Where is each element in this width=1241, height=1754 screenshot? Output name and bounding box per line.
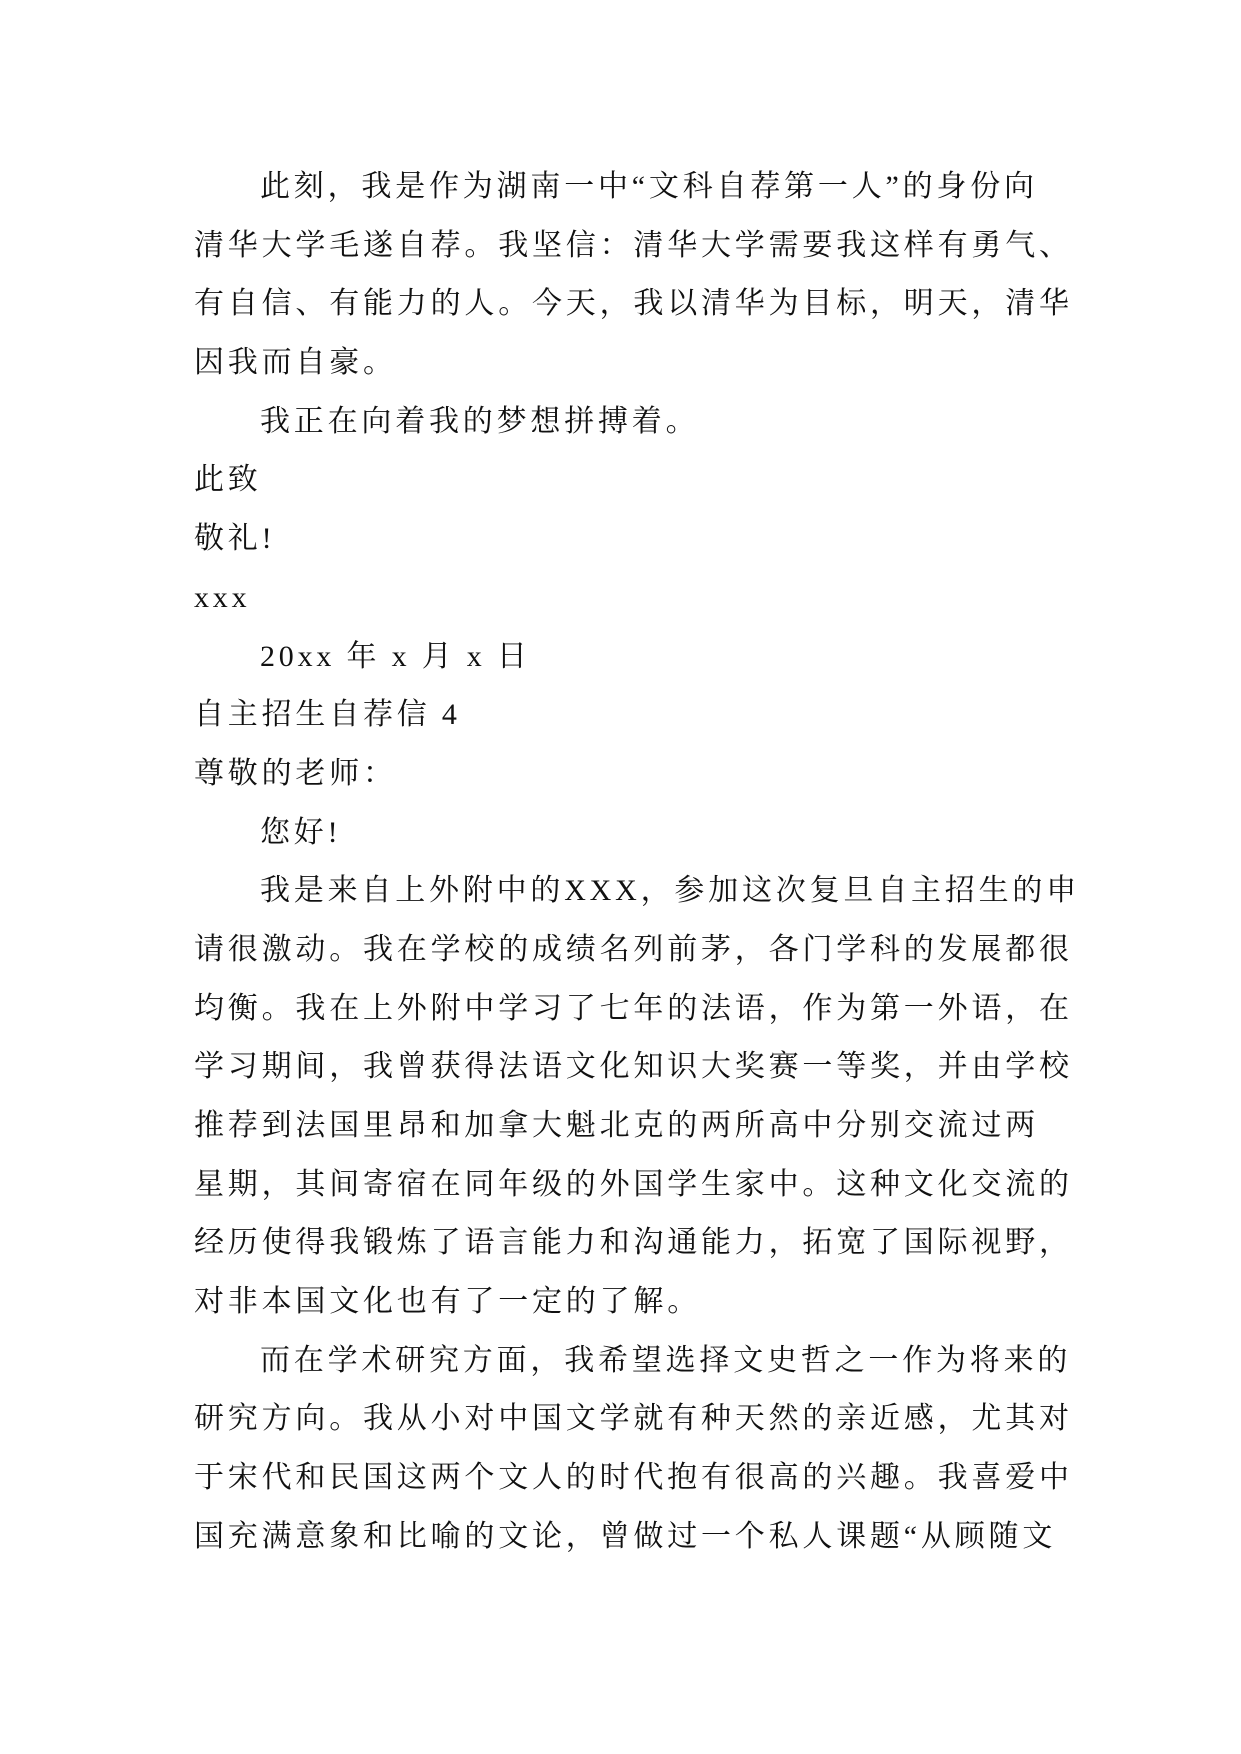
date-line: 20xx 年 x 月 x 日 <box>260 639 531 673</box>
text-line: 而在学术研究方面，我希望选择文史哲之一作为将来的 <box>260 1343 1072 1377</box>
text-line: 有自信、有能力的人。今天，我以清华为目标，明天，清华 <box>194 287 1073 321</box>
aspiration-line: 我正在向着我的梦想拼搏着。 <box>260 404 700 438</box>
paragraph-introduction <box>194 862 1094 1332</box>
text-line: 研究方向。我从小对中国文学就有种天然的亲近感，尤其对 <box>194 1402 1073 1436</box>
text-line: 此刻，我是作为湖南一中“文科自荐第一人”的身份向 <box>260 170 1038 203</box>
letter-title: 自主招生自荐信 4 <box>194 698 461 732</box>
text-line: 国充满意象和比喻的文论，曾做过一个私人课题“从顾随文 <box>194 1519 1057 1553</box>
closing-line: 此致 <box>194 463 262 497</box>
text-line: 于宋代和民国这两个文人的时代抱有很高的兴趣。我喜爱中 <box>194 1461 1073 1495</box>
text-line: 我是来自上外附中的XXX，参加这次复旦自主招生的申 <box>260 874 1080 908</box>
text-line: 推荐到法国里昂和加拿大魁北克的两所高中分别交流过两 <box>194 1109 1039 1142</box>
closing-paragraph <box>194 158 1094 393</box>
text-line: 学习期间，我曾获得法语文化知识大奖赛一等奖，并由学校 <box>194 1050 1073 1084</box>
text-line: 对非本国文化也有了一定的了解。 <box>194 1285 701 1319</box>
signature: xxx <box>194 580 251 614</box>
salutation: 尊敬的老师： <box>194 756 397 790</box>
text-line: 均衡。我在上外附中学习了七年的法语，作为第一外语，在 <box>194 991 1073 1025</box>
paragraph-research <box>194 1332 1094 1567</box>
text-line: 请很激动。我在学校的成绩名列前茅，各门学科的发展都很 <box>194 932 1073 966</box>
text-line: 星期，其间寄宿在同年级的外国学生家中。这种文化交流的 <box>194 1167 1073 1201</box>
text-line: 清华大学毛遂自荐。我坚信：清华大学需要我这样有勇气、 <box>194 228 1073 262</box>
greeting: 您好! <box>260 815 342 849</box>
text-line: 经历使得我锻炼了语言能力和沟通能力，拓宽了国际视野， <box>194 1226 1073 1260</box>
regards-line: 敬礼! <box>194 522 276 556</box>
document-body <box>194 158 1094 1567</box>
text-line: 因我而自豪。 <box>194 346 397 380</box>
